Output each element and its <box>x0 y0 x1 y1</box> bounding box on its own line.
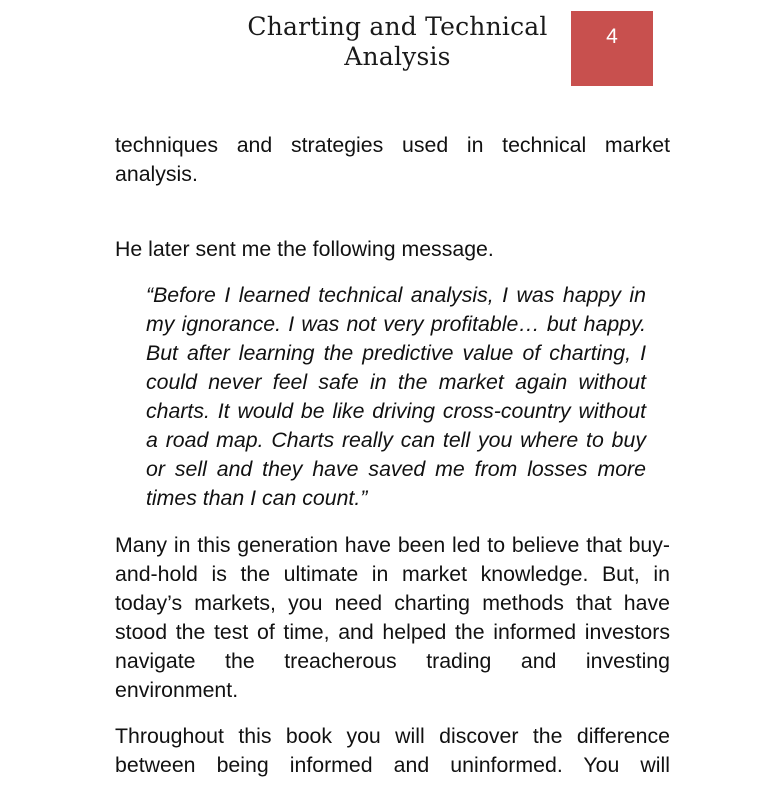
paragraph-generation: Many in this generation have been led to believe that buy-and-hold is the ultimate in market knowledge. But, in today’s markets, you need charting methods that have stood the test of time, and helped the informed investors navigate the treacherous trading and investing environment. <box>115 533 670 702</box>
page-number-badge: 4 <box>571 11 653 86</box>
paragraph-continued: techniques and strategies used in technical market analysis. <box>115 133 670 186</box>
page-header-title: Charting and Technical Analysis <box>247 12 548 71</box>
page-body <box>115 131 670 780</box>
paragraph-intro: He later sent me the following message. <box>115 237 494 261</box>
paragraph-throughout: Throughout this book you will discover the difference between being informed and uninformed. You will <box>115 724 670 777</box>
block-quote: “Before I learned technical analysis, I was happy in my ignorance. I was not very profitable… but happy. But after learning the predictive value of charting, I could never feel safe in the market again without charts. It would be like driving cross-country without a road map. Charts really can tell you where to buy or sell and they have saved me from losses more times than I can count.” <box>146 283 646 510</box>
